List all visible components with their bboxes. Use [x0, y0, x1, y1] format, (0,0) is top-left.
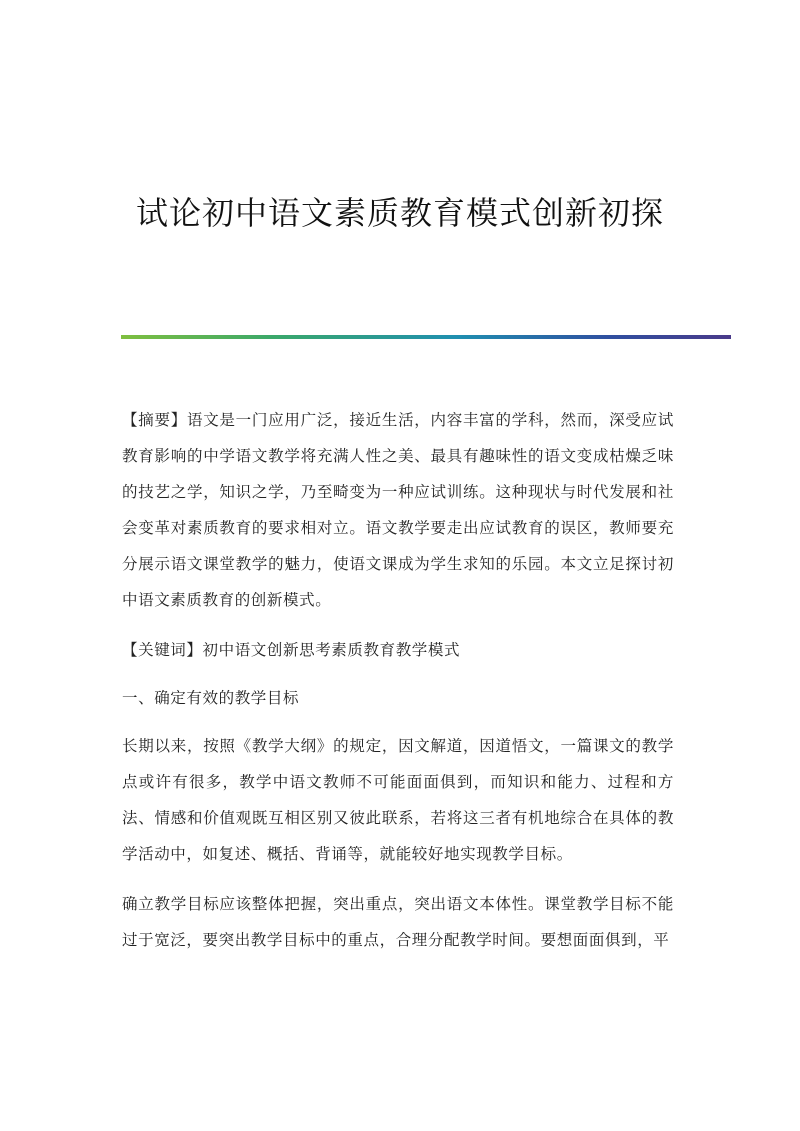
document-title: 试论初中语文素质教育模式创新初探 — [135, 194, 664, 232]
body-paragraph: 长期以来，按照《教学大纲》的规定，因文解道，因道悟文，一篇课文的教学点或许有很多，教学中语文教师不可能面面俱到，而知识和能力、过程和方法、情感和价值观既互相区别又彼此联系，若将这三者有机地综合在具体的教学活动中，如复述、概括、背诵等，就能较好地实现教学目标。 — [122, 737, 674, 863]
abstract-paragraph: 【摘要】语文是一门应用广泛，接近生活，内容丰富的学科，然而，深受应试教育影响的中学语文教学将充满人性之美、最具有趣味性的语文变成枯燥乏味的技艺之学，知识之学，乃至畸变为一种应试训练。这种现状与时代发展和社会变革对素质教育的要求相对立。语文教学要走出应试教育的误区，教师要充分展示语文课堂教学的魅力，使语文课成为学生求知的乐园。本文立足探讨初中语文素质教育的创新模式。 — [122, 411, 674, 609]
body-paragraph: 确立教学目标应该整体把握，突出重点，突出语文本体性。课堂教学目标不能过于宽泛，要突出教学目标中的重点，合理分配教学时间。要想面面俱到，平 — [122, 895, 674, 949]
keywords-paragraph: 【关键词】初中语文创新思考素质教育教学模式 — [122, 641, 461, 659]
title-divider — [121, 335, 731, 339]
section-heading: 一、确定有效的教学目标 — [122, 689, 300, 707]
document-body — [122, 402, 674, 972]
